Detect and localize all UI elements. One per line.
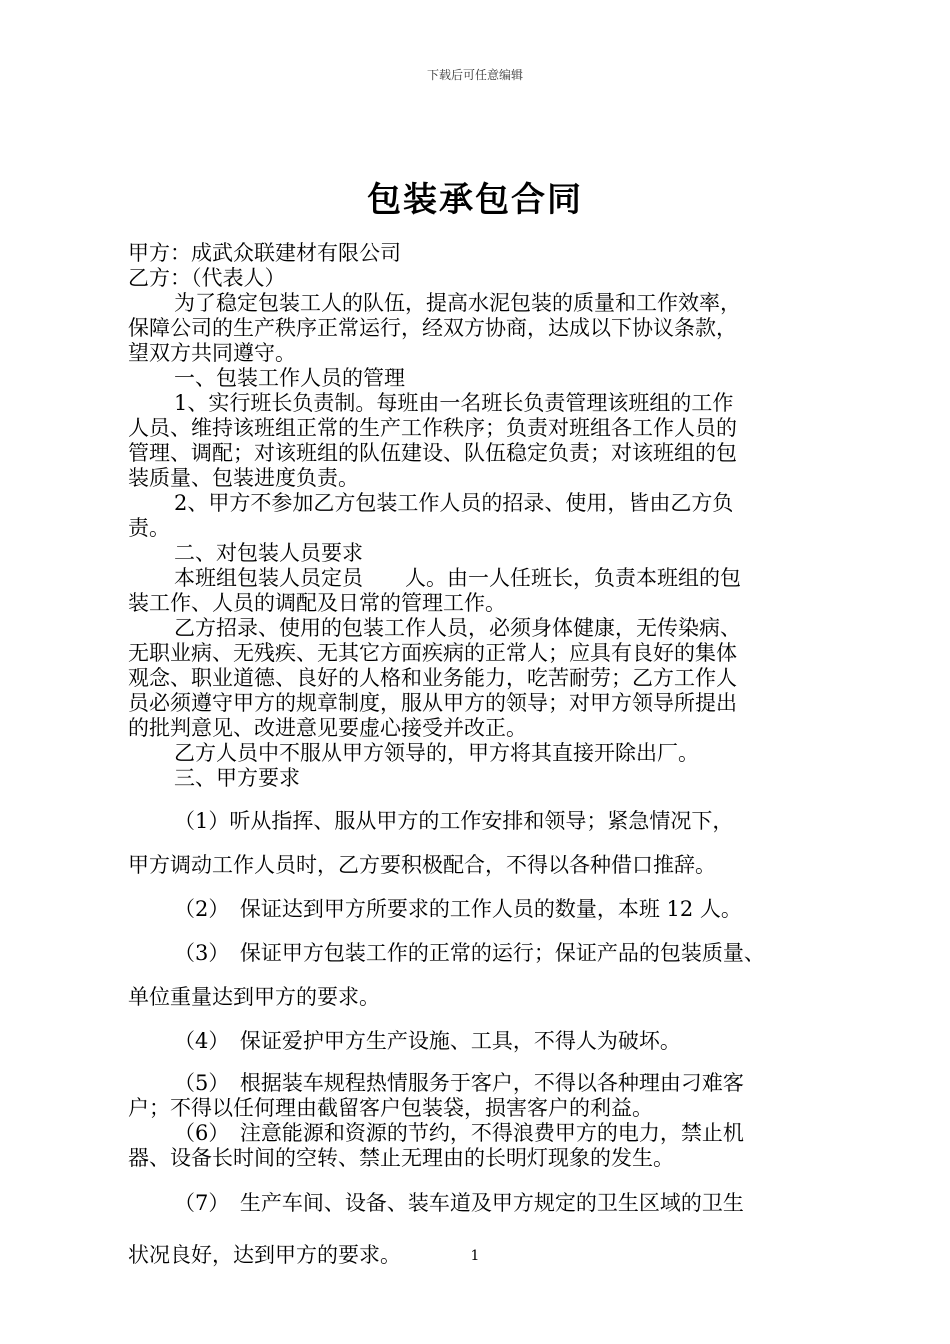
intro-line: 保障公司的生产秩序正常运行，经双方协商，达成以下协议条款， xyxy=(128,316,737,340)
intro-line: 为了稳定包装工人的队伍，提高水泥包装的质量和工作效率， xyxy=(174,291,741,315)
party-a: 甲方：成武众联建材有限公司 xyxy=(128,241,401,265)
section1-item2-line: 责。 xyxy=(128,516,170,540)
section2-para2-line: 无职业病、无残疾、无其它方面疾病的正常人；应具有良好的集体 xyxy=(128,641,737,665)
section1-item2-line: 2、甲方不参加乙方包装工作人员的招录、使用，皆由乙方负 xyxy=(174,491,734,515)
section1-item1-line: 管理、调配；对该班组的队伍建设、队伍稳定负责；对该班组的包 xyxy=(128,441,737,465)
party-b: 乙方：（代表人） xyxy=(128,266,286,290)
section1-item1-line: 人员、维持该班组正常的生产工作秩序；负责对班组各工作人员的 xyxy=(128,416,737,440)
section2-para2-line: 乙方招录、使用的包装工作人员，必须身体健康，无传染病、 xyxy=(174,616,741,640)
section2-para2-line: 员必须遵守甲方的规章制度，服从甲方的领导；对甲方领导所提出 xyxy=(128,691,737,715)
document-title: 包装承包合同 xyxy=(367,180,583,220)
requirement-item-6-cont: 器、设备长时间的空转、禁止无理由的长明灯现象的发生。 xyxy=(128,1146,674,1170)
requirement-item-3: （3） 保证甲方包装工作的正常的运行；保证产品的包装质量、 xyxy=(174,941,765,965)
requirement-item-5: （5） 根据装车规程热情服务于客户，不得以各种理由刁难客 xyxy=(174,1071,744,1095)
section1-heading: 一、包装工作人员的管理 xyxy=(174,366,405,390)
section2-heading: 二、对包装人员要求 xyxy=(174,541,363,565)
requirement-item-4: （4） 保证爱护甲方生产设施、工具，不得人为破坏。 xyxy=(174,1029,681,1053)
section2-para2-line: 的批判意见、改进意见要虚心接受并改正。 xyxy=(128,716,527,740)
requirement-item-2: （2） 保证达到甲方所要求的工作人员的数量，本班 12 人。 xyxy=(174,897,742,921)
requirement-item-5-cont: 户；不得以任何理由截留客户包装袋，损害客户的利益。 xyxy=(128,1096,653,1120)
requirement-item-6: （6） 注意能源和资源的节约，不得浪费甲方的电力，禁止机 xyxy=(174,1121,744,1145)
section3-heading: 三、甲方要求 xyxy=(174,766,300,790)
requirement-item-1-cont: 甲方调动工作人员时，乙方要积极配合，不得以各种借口推辞。 xyxy=(128,853,716,877)
section2-para1-line: 本班组包装人员定员 人。由一人任班长，负责本班组的包 xyxy=(174,566,741,590)
requirement-item-7: （7） 生产车间、设备、装车道及甲方规定的卫生区域的卫生 xyxy=(174,1191,744,1215)
header-note: 下载后可任意编辑 xyxy=(426,68,523,82)
section2-para2-line: 观念、职业道德、良好的人格和业务能力，吃苦耐劳；乙方工作人 xyxy=(128,666,737,690)
section1-item1-line: 1、实行班长负责制。每班由一名班长负责管理该班组的工作 xyxy=(174,391,734,415)
contract-body xyxy=(128,241,848,1281)
section2-para3: 乙方人员中不服从甲方领导的，甲方将其直接开除出厂。 xyxy=(174,741,699,765)
requirement-item-7-cont: 状况良好，达到甲方的要求。 xyxy=(128,1243,401,1267)
intro-line: 望双方共同遵守。 xyxy=(128,341,296,365)
requirement-item-3-cont: 单位重量达到甲方的要求。 xyxy=(128,985,380,1009)
section2-para1-line: 装工作、人员的调配及日常的管理工作。 xyxy=(128,591,506,615)
page-number: 1 xyxy=(470,1248,480,1264)
requirement-item-1: （1）听从指挥、服从甲方的工作安排和领导；紧急情况下， xyxy=(174,809,734,833)
section1-item1-line: 装质量、包装进度负责。 xyxy=(128,466,359,490)
